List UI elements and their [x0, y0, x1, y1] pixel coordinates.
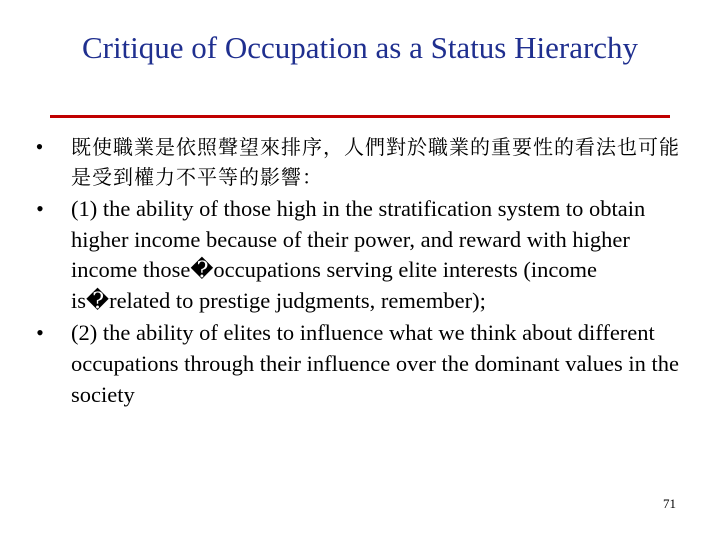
bullet-list — [30, 132, 690, 412]
bullet-item — [30, 318, 690, 410]
bullet-item — [30, 132, 690, 192]
bullet-icon: • — [35, 134, 45, 159]
bullet-item — [30, 194, 690, 316]
bullet-icon: • — [36, 320, 44, 346]
title-divider — [50, 115, 670, 118]
bullet-text: (2) the ability of elites to influence what we think about different occupations through their influence over the dominant values in the society — [71, 320, 679, 407]
slide-title: Critique of Occupation as a Status Hierarchy — [81, 30, 639, 65]
page-number: 71 — [663, 496, 676, 511]
bullet-text: 既使職業是依照聲望來排序，人們對於職業的重要性的看法也可能是受到權力不平等的影響： — [71, 135, 680, 189]
bullet-text: (1) the ability of those high in the stratification system to obtain higher income because of their power, and reward with higher income those�occupations serving elite interests (income is�related to prestige judgments, remember); — [71, 196, 646, 313]
bullet-icon: • — [36, 196, 44, 221]
